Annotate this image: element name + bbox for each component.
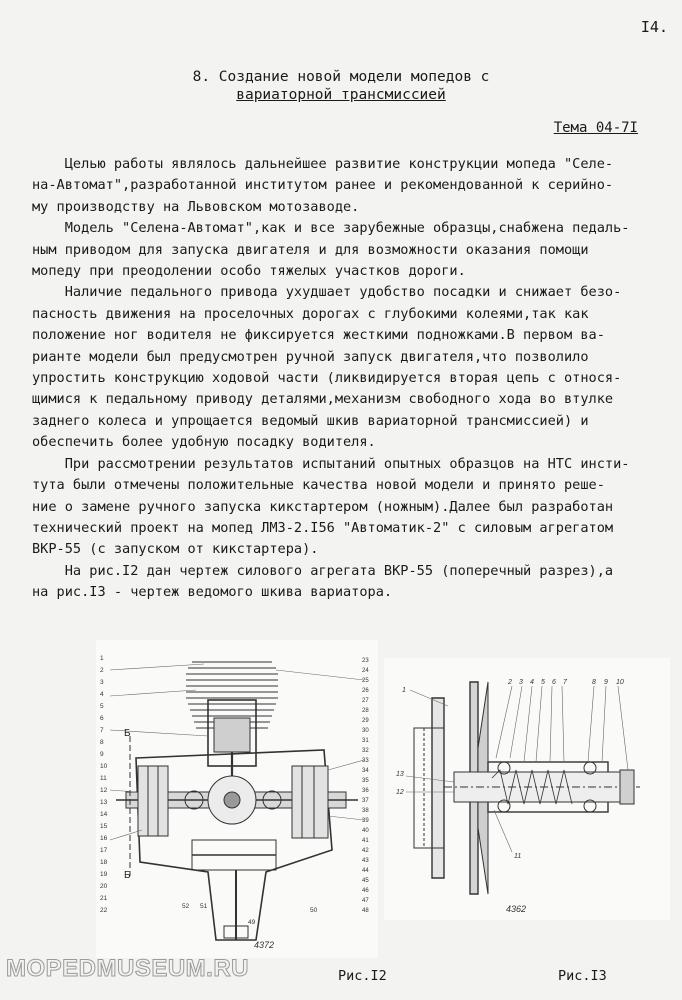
watermark: MOPEDMUSEUM.RU — [6, 955, 250, 982]
callout-number: 14 — [100, 811, 108, 818]
callout-number: 50 — [310, 907, 318, 914]
callout-number: 8 — [592, 679, 596, 686]
callout-number: 9 — [604, 679, 608, 686]
callout-number: 24 — [362, 668, 369, 674]
callout-number: 6 — [552, 679, 556, 686]
callout-number: 35 — [362, 778, 369, 784]
topic-code: Тема 04-7I — [553, 120, 638, 136]
callout-number: 28 — [362, 708, 369, 714]
callout-number: 25 — [362, 678, 369, 684]
figure-12-engine-section — [96, 640, 378, 958]
text-line: тута были отмечены положительные качества новой модели и принято реше- — [32, 477, 605, 494]
callout-number: 34 — [362, 768, 369, 774]
callout-number: 22 — [100, 907, 108, 914]
callout-number: 19 — [100, 871, 108, 878]
callout-number: 5 — [541, 679, 545, 686]
text-line: технический проект на мопед ЛМЗ-2.I56 "Автоматик-2" с силовым агрегатом — [32, 519, 614, 536]
callout-number: 40 — [362, 828, 369, 834]
callout-number: 13 — [100, 799, 108, 806]
callout-number: 32 — [362, 748, 369, 754]
callout-number: 3 — [100, 679, 104, 686]
callout-number: 13 — [396, 771, 404, 778]
callout-number: 44 — [362, 868, 369, 874]
text-line: положение ног водителя не фиксируется жесткими подножками.В первом ва- — [32, 327, 605, 344]
text-line: На рис.I2 дан чертеж силового агрегата ВКР-55 (поперечный разрез),а — [32, 562, 614, 579]
callout-number: 10 — [616, 679, 624, 686]
figure-12-caption: Рис.I2 — [338, 968, 387, 984]
callout-number: 2 — [508, 679, 512, 686]
callout-number: 17 — [100, 847, 108, 854]
callout-number: 46 — [362, 888, 369, 894]
callout-number: 5 — [100, 703, 104, 710]
callout-number: 11 — [514, 853, 522, 860]
callout-number: 4 — [530, 679, 534, 686]
text-line: Целью работы являлось дальнейшее развитие конструкции мопеда "Селе- — [32, 156, 614, 172]
callout-number: 8 — [100, 739, 104, 746]
callout-number: 2 — [100, 667, 104, 674]
text-line: щимися к педальному приводу деталями,механизм свободного хода во втулке — [32, 391, 614, 408]
drawing-number: 4372 — [254, 940, 275, 950]
callout-number: 10 — [100, 763, 108, 770]
callout-number: 43 — [362, 858, 369, 864]
heading-line-1: 8. Создание новой модели мопедов с — [192, 69, 490, 85]
pulley-drawing — [384, 658, 670, 920]
callout-number: 48 — [362, 908, 369, 914]
callout-number: 9 — [100, 751, 104, 758]
text-line: При рассмотрении результатов испытаний опытных образцов на НТС инсти- — [32, 455, 630, 472]
page-number: I4. — [640, 18, 668, 36]
callout-number: 37 — [362, 798, 369, 804]
callout-number: 47 — [362, 898, 369, 904]
callout-number: 42 — [362, 848, 369, 854]
text-line: обеспечить более удобную посадку водителя. — [32, 434, 376, 451]
callout-number: 15 — [100, 823, 108, 830]
text-line: пасность движения на проселочных дорогах с глубокими колеями,так как — [32, 305, 589, 322]
callout-number: 52 — [182, 903, 190, 910]
text-line: ние о замене ручного запуска кикстартером (ножным).Далее был разработан — [32, 498, 614, 515]
callout-number: 36 — [362, 788, 369, 794]
text-line: Модель "Селена-Автомат",как и все зарубежные образцы,снабжена педаль- — [32, 220, 630, 237]
callout-number: 21 — [100, 895, 108, 902]
text-line: упростить конструкцию ходовой части (ликвидируется вторая цепь с относя- — [32, 370, 622, 387]
callout-number: 3 — [519, 679, 523, 686]
callout-number: 4 — [100, 691, 104, 698]
figure-13-pulley-section — [384, 658, 670, 920]
text-line: ВКР-55 (с запуском от кикстартера). — [32, 541, 319, 558]
callout-number: 1 — [402, 687, 406, 694]
callout-number: 33 — [362, 758, 369, 764]
callout-number: 49 — [248, 919, 256, 926]
callout-number: 51 — [200, 903, 208, 910]
text-line: Наличие педального привода ухудшает удобство посадки и снижает безо- — [32, 284, 622, 301]
callout-number: 31 — [362, 738, 369, 744]
callout-number: 16 — [100, 835, 108, 842]
callout-number: 6 — [100, 715, 104, 722]
text-line: му производству на Львовском мотозаводе. — [32, 198, 360, 215]
text-line: заднего колеса и упрощается ведомый шкив вариаторной трансмиссией) и — [32, 412, 589, 429]
callout-number: 11 — [100, 775, 107, 782]
callout-number: 12 — [100, 787, 108, 794]
callout-number: 45 — [362, 878, 369, 884]
callout-number: 20 — [100, 883, 108, 890]
callout-number: 38 — [362, 808, 369, 814]
section-heading — [0, 68, 682, 104]
body-text — [32, 154, 672, 604]
callout-number: 12 — [396, 789, 404, 796]
callout-number: 26 — [362, 688, 369, 694]
callout-number: 29 — [362, 718, 369, 724]
section-mark: Б — [124, 728, 131, 739]
section-mark: Б — [124, 870, 131, 881]
callout-number: 18 — [100, 859, 108, 866]
text-line: на рис.I3 - чертеж ведомого шкива вариатора. — [32, 584, 393, 601]
callout-number: 1 — [100, 655, 104, 662]
figure-13-caption: Рис.I3 — [558, 968, 607, 984]
callout-number: 7 — [563, 679, 567, 686]
callout-number: 7 — [100, 727, 104, 734]
callout-number: 39 — [362, 818, 369, 824]
text-line: мопеду при преодолении особо тяжелых участков дороги. — [32, 263, 466, 280]
text-line: на-Автомат",разработанной институтом ранее и рекомендованной к серийно- — [32, 177, 614, 194]
text-line: ным приводом для запуска двигателя и для возможности оказания помощи — [32, 241, 589, 258]
heading-line-2: вариаторной трансмиссией — [236, 87, 446, 103]
callout-number: 30 — [362, 728, 369, 734]
callout-number: 41 — [362, 838, 369, 844]
engine-drawing — [96, 640, 378, 958]
drawing-number: 4362 — [506, 904, 527, 914]
text-line: рианте модели был предусмотрен ручной запуск двигателя,что позволило — [32, 348, 589, 365]
callout-number: 23 — [362, 658, 369, 664]
callout-number: 27 — [362, 698, 369, 704]
